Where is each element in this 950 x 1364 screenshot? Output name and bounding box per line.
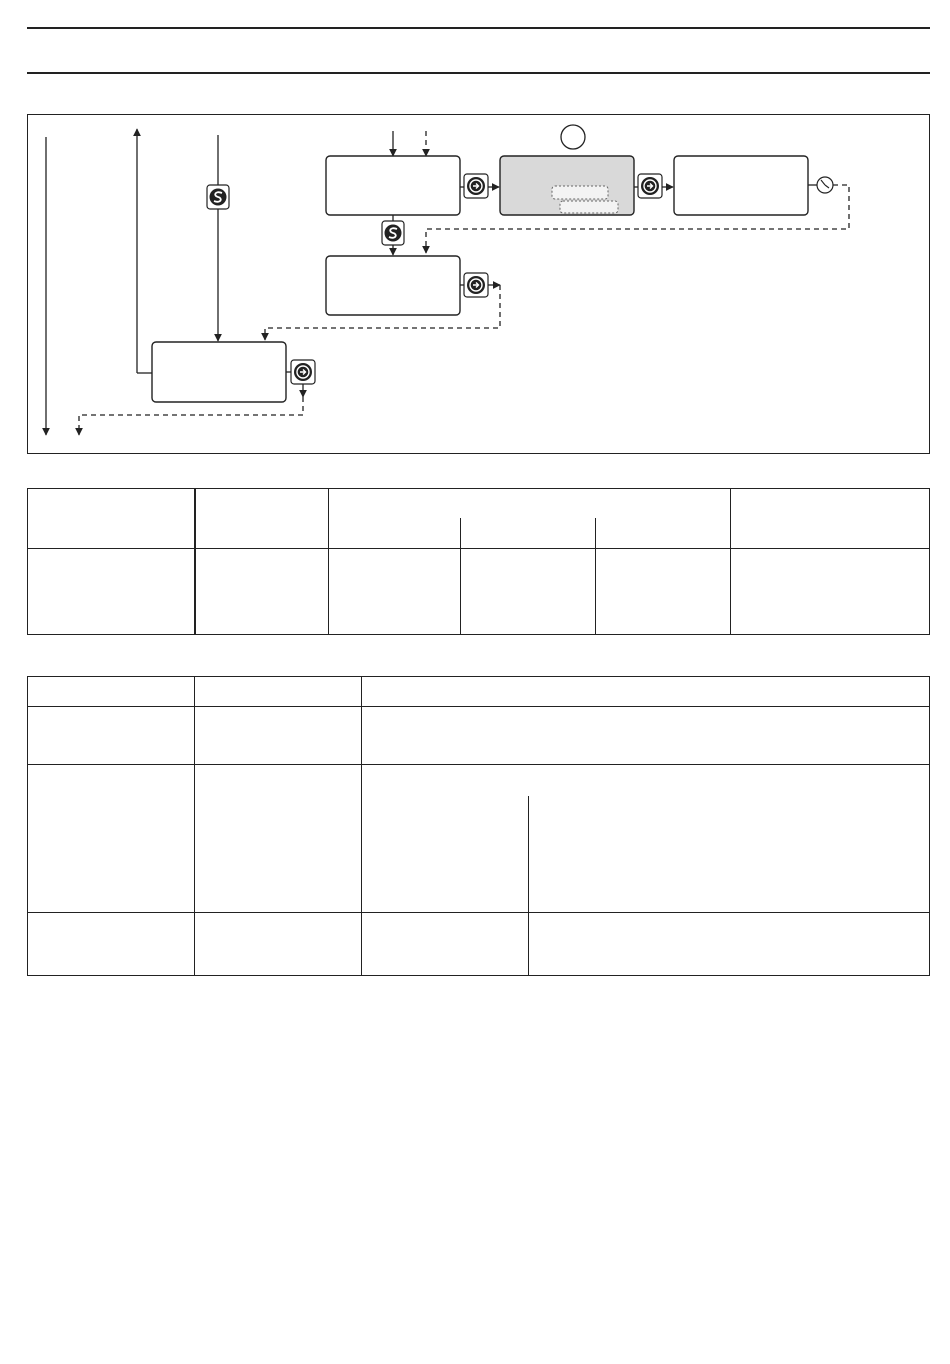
table-row: [28, 549, 930, 635]
flow-diagram-canvas: [28, 115, 929, 453]
table-row: [28, 707, 930, 765]
table2-cell: [28, 765, 195, 913]
parameter-table-1: [27, 488, 930, 635]
table-row: [28, 913, 930, 976]
table2-header-cell: [28, 677, 195, 707]
scroll-key-icon: [207, 185, 229, 209]
table1-cell: [461, 549, 596, 635]
menu-box-c: [674, 156, 808, 215]
menu-box-e: [152, 342, 286, 402]
table2-cell: [195, 707, 362, 765]
table2-cell: [362, 913, 529, 976]
menu-flow-diagram: [27, 114, 930, 454]
table2-header-cell: [195, 677, 362, 707]
parameter-table-2: [27, 676, 930, 976]
table-row: [28, 677, 930, 707]
timer-clock-icon: [817, 177, 833, 193]
table2-inner-divider: [528, 796, 529, 913]
display-field-upper: [552, 186, 608, 199]
enter-key-icon: [464, 273, 488, 297]
table1-cell: [596, 549, 731, 635]
table2-cell: [195, 913, 362, 976]
scroll-key-icon: [382, 221, 404, 245]
header-bottom-rule: [27, 72, 930, 74]
table1-subheader-divider: [460, 518, 461, 548]
step-circle-icon: [561, 125, 585, 149]
table1-header-cell: [28, 489, 195, 549]
menu-box-d: [326, 256, 460, 315]
table2-cell: [362, 765, 930, 913]
table1-subheader-divider: [595, 518, 596, 548]
table1-header-cell: [195, 489, 329, 549]
table-row: [28, 765, 930, 913]
menu-box-a: [326, 156, 460, 215]
table2-cell: [529, 913, 930, 976]
table1-header-cell: [731, 489, 930, 549]
table2-header-cell: [362, 677, 930, 707]
table1-cell: [195, 549, 329, 635]
table1-cell: [329, 549, 461, 635]
table2-cell: [362, 707, 930, 765]
table1-header-group-cell: [329, 489, 731, 549]
enter-key-icon: [464, 174, 488, 198]
display-field-lower: [560, 201, 618, 213]
enter-key-icon: [638, 174, 662, 198]
table2-cell: [28, 913, 195, 976]
table-row: [28, 489, 930, 549]
table2-cell: [195, 765, 362, 913]
header-top-rule: [27, 27, 930, 29]
table1-cell: [28, 549, 195, 635]
table1-cell: [731, 549, 930, 635]
table2-cell: [28, 707, 195, 765]
enter-key-icon: [291, 360, 315, 384]
